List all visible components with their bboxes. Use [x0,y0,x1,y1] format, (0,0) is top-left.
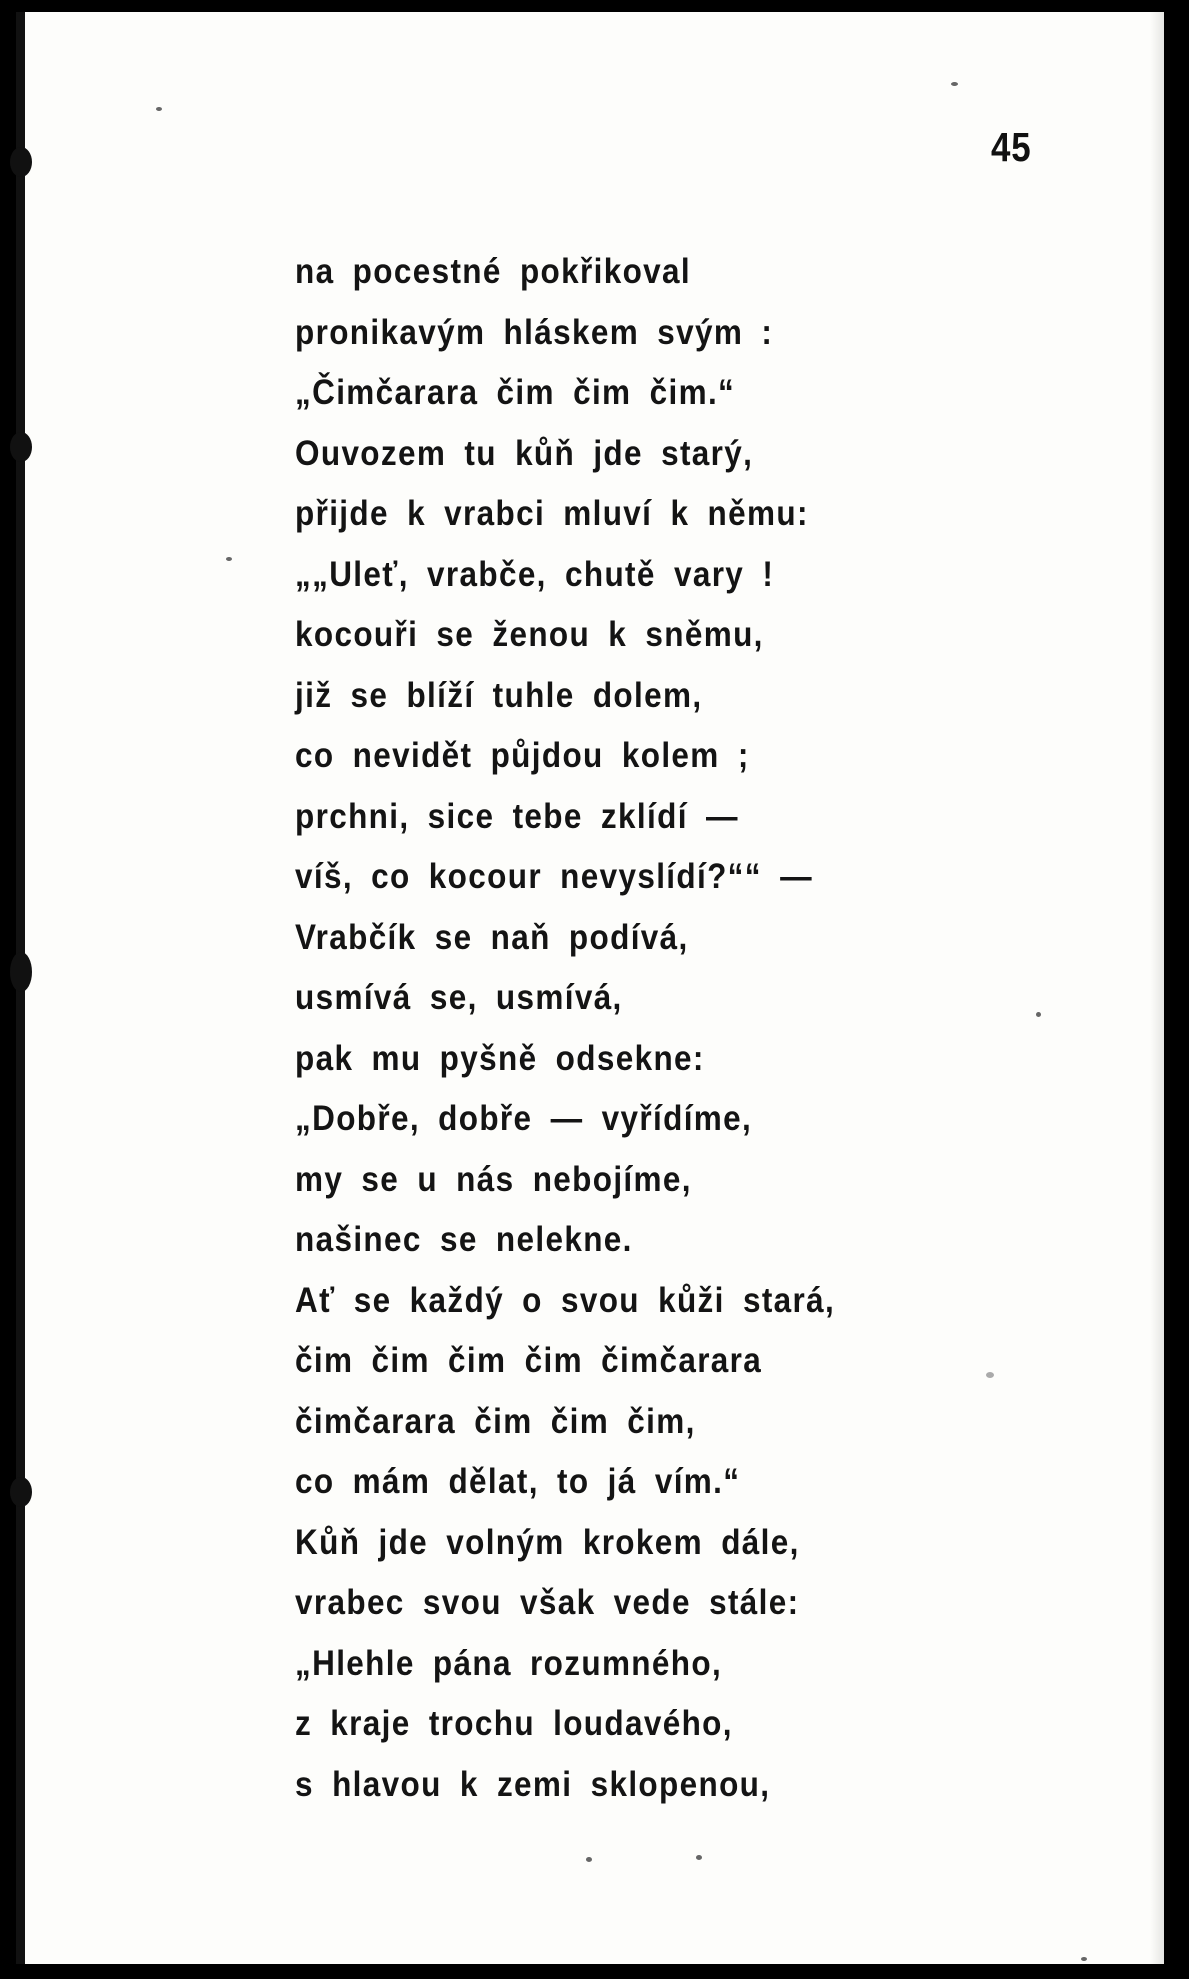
poem-line: „Čimčarara čim čim čim.“ [295,373,736,412]
poem-line: my se u nás nebojíme, [295,1159,692,1199]
poem-line: „„Uleť, vrabče, chutě vary ! [295,554,775,594]
poem-line: Ať se každý o svou kůži stará, [295,1280,836,1320]
binding-mark [10,432,32,462]
poem-line: čimčarara čim čim čim, [295,1401,696,1441]
poem-line: co nevidět půjdou kolem ; [295,736,750,775]
poem-line: z kraje trochu loudavého, [295,1704,733,1743]
book-page [16,12,1164,1964]
poem-line: s hlavou k zemi sklopenou, [295,1764,771,1804]
poem-line: co mám dělat, to já vím.“ [295,1462,741,1501]
poem-line: pak mu pyšně odsekne: [295,1038,705,1078]
poem-line: již se blíží tuhle dolem, [295,675,703,715]
poem-line: usmívá se, usmívá, [295,978,623,1017]
paper-speck [696,1855,702,1860]
poem-line: vrabec svou však vede stále: [295,1583,800,1622]
poem-line: našinec se nelekne. [295,1220,633,1259]
binding-mark [10,952,32,992]
poem-line: Kůň jde volným krokem dále, [295,1522,800,1562]
poem-line: „Hlehle pána rozumného, [295,1643,723,1683]
poem-line: Ouvozem tu kůň jde starý, [295,433,754,473]
paper-speck [586,1857,592,1862]
poem-line: víš, co kocour nevyslídí?““ — [295,857,813,896]
paper-speck [1081,1957,1087,1961]
poem-line: čim čim čim čim čimčarara [295,1341,763,1380]
binding-mark [10,1477,32,1507]
paper-speck [156,107,162,111]
paper-speck [226,557,232,561]
poem-line: kocouři se ženou k sněmu, [295,615,764,654]
poem-line: pronikavým hláskem svým : [295,312,774,352]
poem-line: Vrabčík se naň podívá, [295,917,689,957]
binding-mark [10,147,32,177]
poem-text [295,242,1055,1815]
poem-line: „Dobře, dobře — vyřídíme, [295,1099,753,1138]
poem-line: prchni, sice tebe zklídí — [295,796,739,836]
poem-line: na pocestné pokřikoval [295,252,692,291]
page-edge-shadow [1150,12,1164,1964]
paper-speck [951,82,958,86]
poem-line: přijde k vrabci mluví k němu: [295,494,809,533]
page-number: 45 [991,124,1032,170]
